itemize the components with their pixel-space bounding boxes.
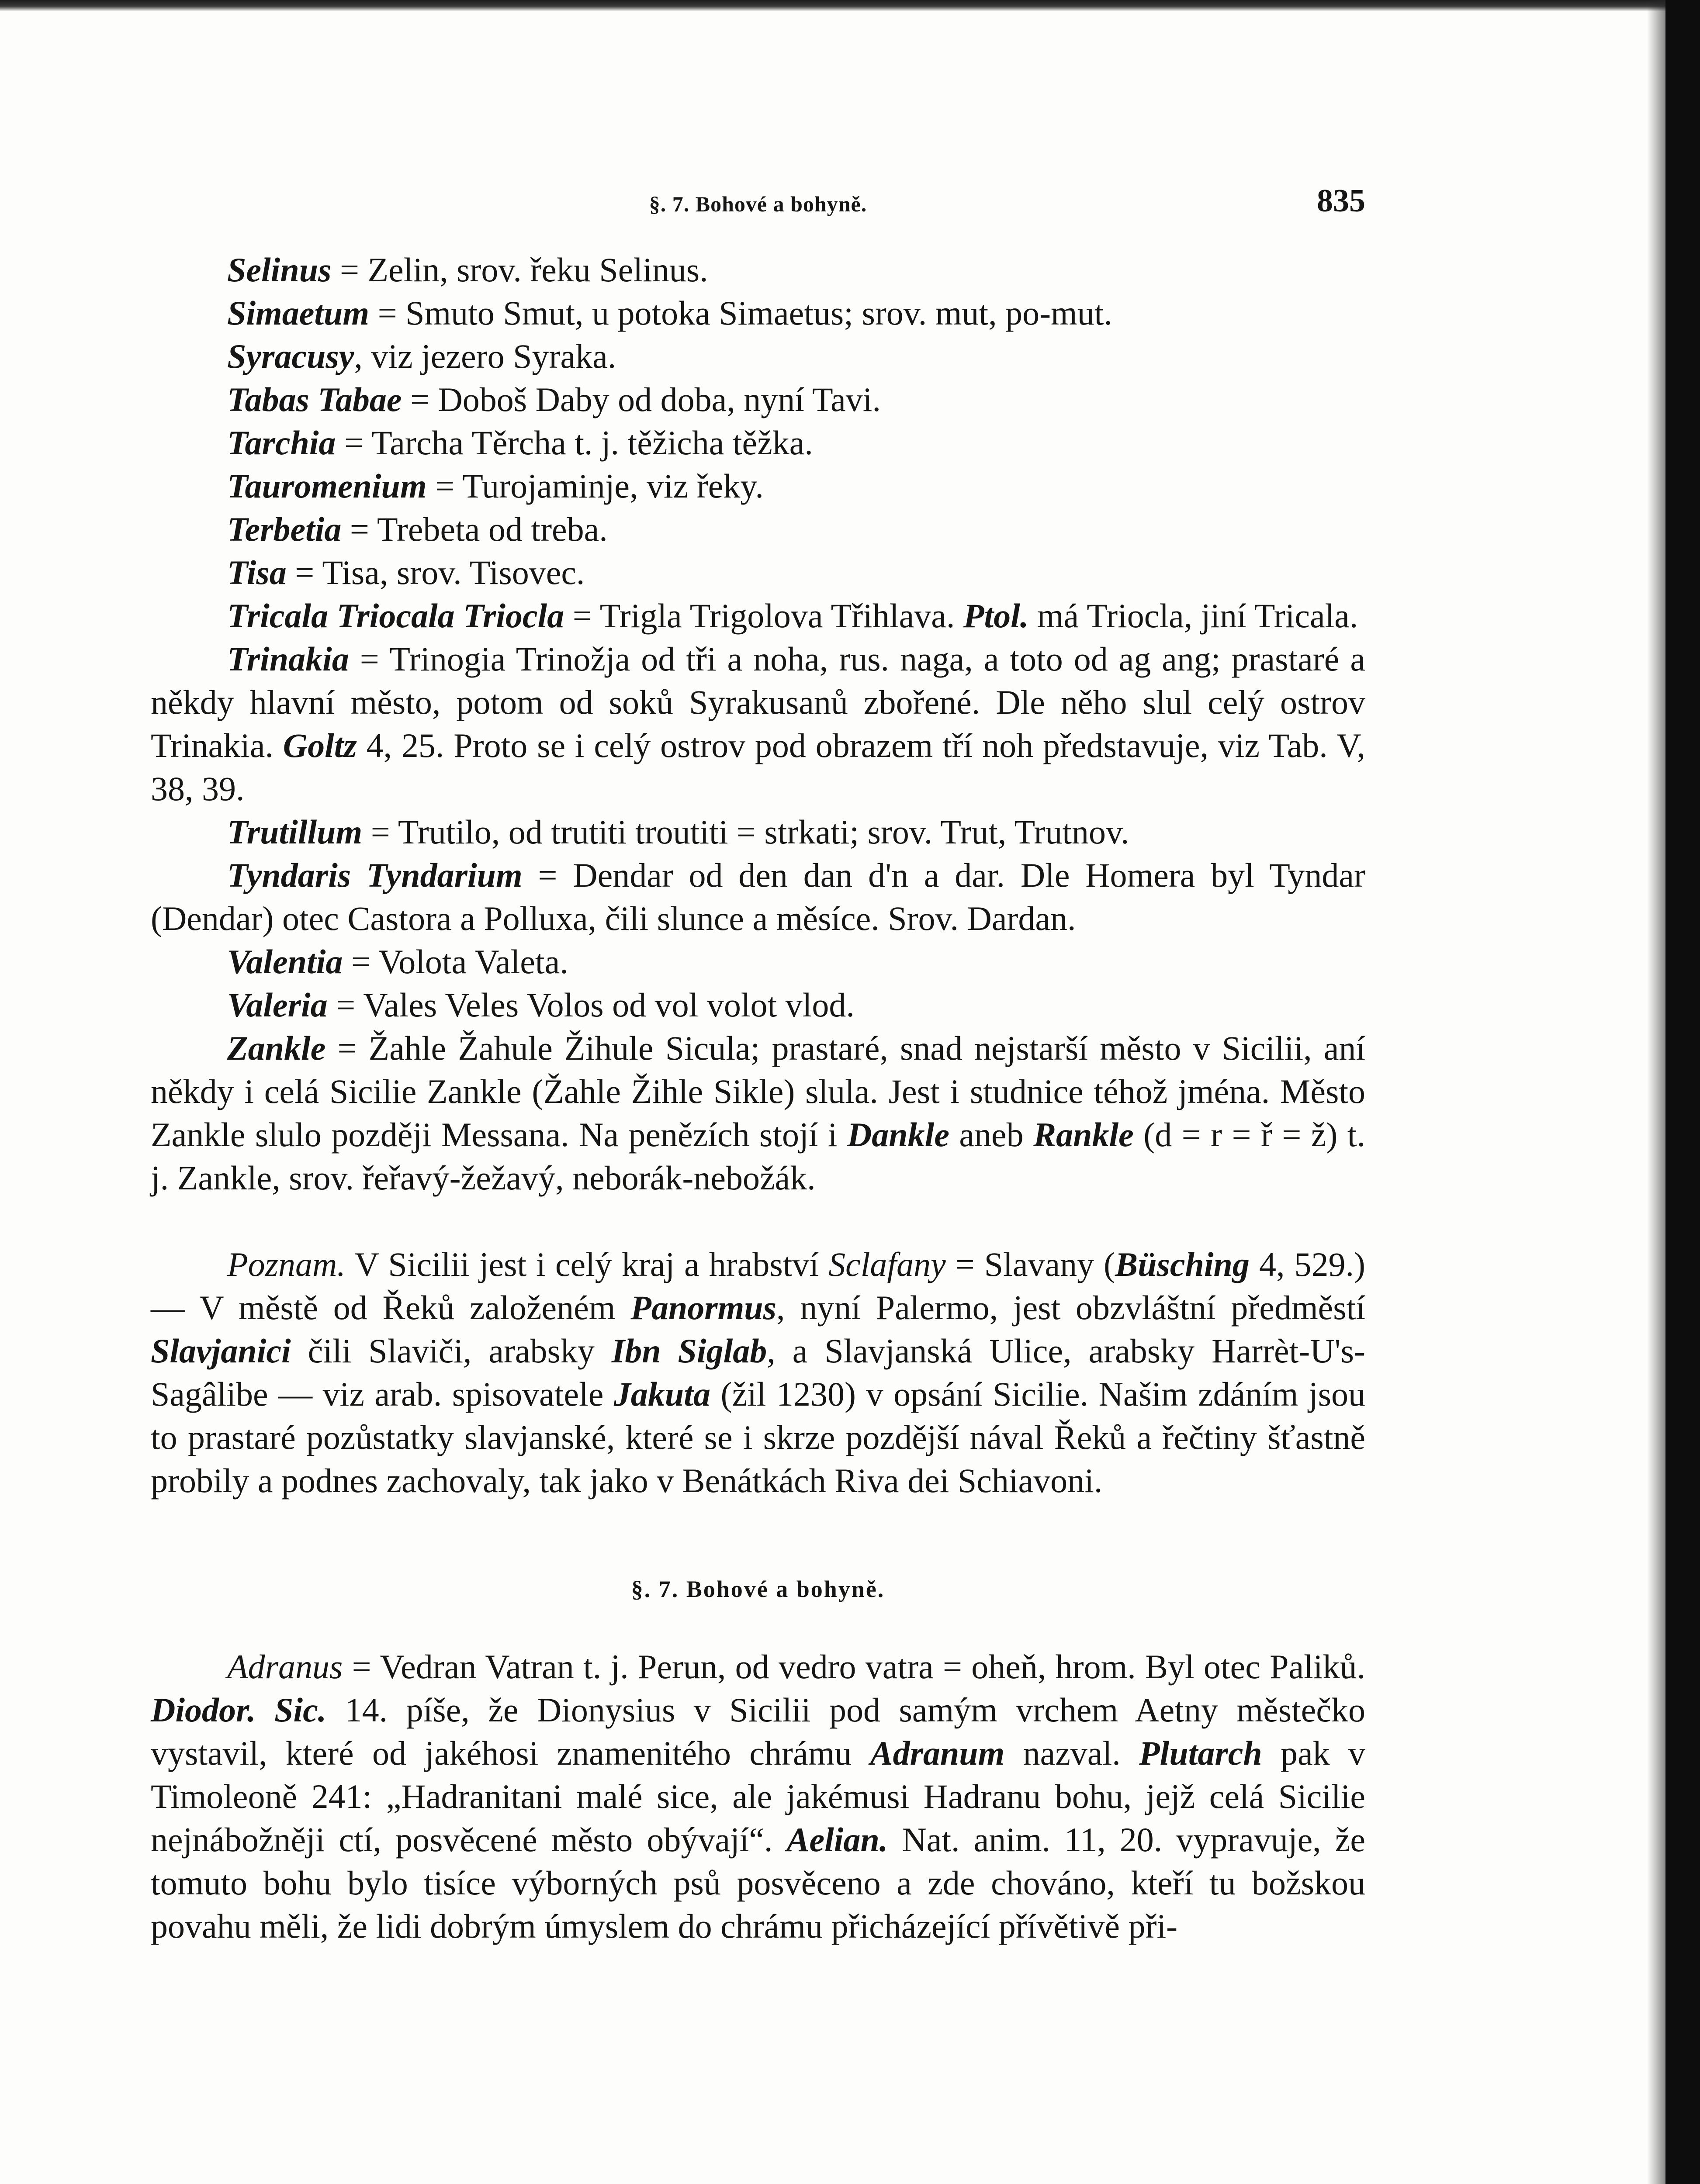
note-italic: Panormus (630, 1289, 776, 1327)
entry-tabas (151, 378, 1365, 421)
entry-term: Tyndaris Tyndarium (227, 856, 523, 894)
running-title: §. 7. Bohové a bohyně. (649, 192, 867, 216)
entry-term: Adranus (227, 1648, 343, 1686)
entry-text: = Trutilo, od trutiti troutiti = strkati; srov. Trut, Trutnov. (362, 813, 1129, 851)
entry-valeria (151, 983, 1365, 1026)
entry-term: Selinus (227, 251, 332, 289)
entry-reference: Goltz (283, 726, 357, 764)
entry-reference: Aelian. (786, 1821, 888, 1859)
entry-text: = Tarcha Těrcha t. j. těžicha těžka. (336, 424, 813, 462)
entry-text: aneb (949, 1116, 1034, 1154)
entry-term: Valeria (227, 986, 328, 1024)
entry-zankle (151, 1026, 1365, 1199)
entry-reference: Rankle (1033, 1116, 1134, 1154)
section-heading: §. 7. Bohové a bohyně. (631, 1576, 885, 1602)
note-italic: Sclafany (828, 1245, 946, 1283)
entry-tauromenium (151, 464, 1365, 508)
entry-terbetia (151, 508, 1365, 551)
note-text: čili Slaviči, arabsky (291, 1332, 612, 1370)
note-text: V Sicilii jest i celý kraj a hrabství (345, 1245, 829, 1283)
entry-term: Trutillum (227, 813, 363, 851)
note-italic: Ibn Siglab (611, 1332, 767, 1370)
entry-trutillum (151, 810, 1365, 854)
entry-term: Zankle (227, 1029, 326, 1067)
entry-reference: Plutarch (1139, 1734, 1262, 1772)
entry-tarchia (151, 421, 1365, 464)
entry-tisa (151, 551, 1365, 594)
note-reference: Büsching (1115, 1245, 1250, 1283)
entry-text: = Zelin, srov. řeku Selinus. (331, 251, 708, 289)
entry-text: = Vales Veles Volos od vol volot vlod. (327, 986, 855, 1024)
entry-text: = Doboš Daby od doba, nyní Tavi. (402, 380, 881, 418)
entry-text: = Vedran Vatran t. j. Perun, od vedro vatra = oheň, hrom. Byl otec Paliků. (343, 1648, 1365, 1686)
note-paragraph (151, 1243, 1365, 1502)
entry-trinakia (151, 637, 1365, 810)
page-number: 835 (1317, 183, 1365, 219)
entry-term: Tisa (227, 553, 287, 591)
entry-text: Nat. anim. 11, 20. vypravuje, že tomuto bohu bylo tisíce výborných psů posvěceno a zde chováno, kteří tu božskou povahu měli, že lidi dobrým úmyslem do chrámu přicházející přívětivě při- (151, 1821, 1365, 1945)
note-italic: Jakuta (613, 1375, 710, 1413)
entry-text: = Smuto Smut, u potoka Simaetus; srov. mut, po-mut. (369, 294, 1112, 332)
entry-text: = Tisa, srov. Tisovec. (286, 553, 585, 591)
entry-term: Simaetum (227, 294, 370, 332)
entry-term: Valentia (227, 943, 343, 981)
running-header (151, 183, 1365, 226)
entry-text: = Volota Valeta. (343, 943, 568, 981)
entry-text: = Trebeta od treba. (341, 510, 608, 548)
page-body (151, 248, 1365, 1948)
entry-term: Trinakia (227, 640, 349, 678)
entry-text: 14. píše, že Dionysius v Sicilii pod samým vrchem Aetny městečko vystavil, které od jakéhosi znamenitého chrámu (151, 1691, 1365, 1772)
entry-term: Tabas Tabae (227, 380, 402, 418)
entry-syracusy (151, 335, 1365, 378)
entry-text: = Trinogia Trinožja od tři a noha, rus. naga, a toto od ag ang; prastaré a někdy hlavní město, potom od soků Syrakusanů zbořené. Dle něho slul celý ostrov Trinakia. (151, 640, 1365, 764)
entry-adranus (151, 1645, 1365, 1948)
entry-reference: Diodor. Sic. (151, 1691, 327, 1729)
entry-term: Terbetia (227, 510, 342, 548)
note-label: Poznam. (227, 1245, 346, 1283)
scan-right-edge (1665, 0, 1700, 2184)
note-text: 4, 529.) — V městě od Řeků založeném (151, 1245, 1365, 1327)
scan-right-shadow (1647, 0, 1665, 2184)
entry-tricala (151, 594, 1365, 637)
entry-selinus (151, 248, 1365, 291)
entry-text: (d = r = ř = ž) t. j. Zankle, srov. řeřavý-žežavý, neborák-nebožák. (151, 1116, 1365, 1197)
entry-text: pak v Timoleoně 241: „Hadranitani malé sice, ale jakémusi Hadranu bohu, jejž celá Sicilie nejnábožněji ctí, posvěcené město obývají“. (151, 1734, 1365, 1859)
scan-top-edge (0, 0, 1700, 11)
note-italic: Slavjanici (151, 1332, 291, 1370)
entry-text: nazval. (1004, 1734, 1139, 1772)
entry-text: = Dendar od den dan d'n a dar. Dle Homera byl Tyndar (Dendar) otec Castora a Polluxa, čili slunce a měsíce. Srov. Dardan. (151, 856, 1365, 937)
entry-term: Syracusy (227, 337, 354, 375)
note-text: = Slavany ( (945, 1245, 1115, 1283)
entry-term: Tauromenium (227, 467, 427, 505)
entry-term: Tarchia (227, 424, 336, 462)
entry-simaetum (151, 291, 1365, 335)
entry-text: = Žahle Žahule Žihule Sicula; prastaré, snad nejstarší město v Sicilii, aní někdy i celá Sicilie Zankle (Žahle Žihle Sikle) slula. Jest i studnice téhož jména. Město Zankle slulo později Messana. Na penězích stojí i (151, 1029, 1365, 1154)
note-text: (žil 1230) v opsání Sicilie. Našim zdáním jsou to prastaré pozůstatky slavjanské, které se i skrze pozdější nával Řeků a řečtiny šťastně probily a podnes zachovaly, tak jako v Benátkách Riva dei Schiavoni. (151, 1375, 1365, 1500)
entry-text: 4, 25. Proto se i celý ostrov pod obrazem tří noh představuje, viz Tab. V, 38, 39. (151, 726, 1365, 808)
note-text: , nyní Palermo, jest obzvláštní předměstí (776, 1289, 1365, 1327)
entry-term: Tricala Triocala Triocla (227, 597, 564, 635)
entry-tyndaris (151, 854, 1365, 940)
entry-text: má Triocla, jiní Tricala. (1028, 597, 1358, 635)
entry-reference: Ptol. (963, 597, 1029, 635)
entry-text: , viz jezero Syraka. (354, 337, 616, 375)
entry-text: = Trigla Trigolova Třihlava. (564, 597, 963, 635)
entry-reference: Dankle (847, 1116, 949, 1154)
note-text: , a Slavjanská Ulice, arabsky Harrèt-U's-Sagâlibe — viz arab. spisovatele (151, 1332, 1365, 1413)
entry-valentia (151, 940, 1365, 983)
entry-text: = Turojaminje, viz řeky. (426, 467, 764, 505)
entry-reference: Adranum (870, 1734, 1005, 1772)
